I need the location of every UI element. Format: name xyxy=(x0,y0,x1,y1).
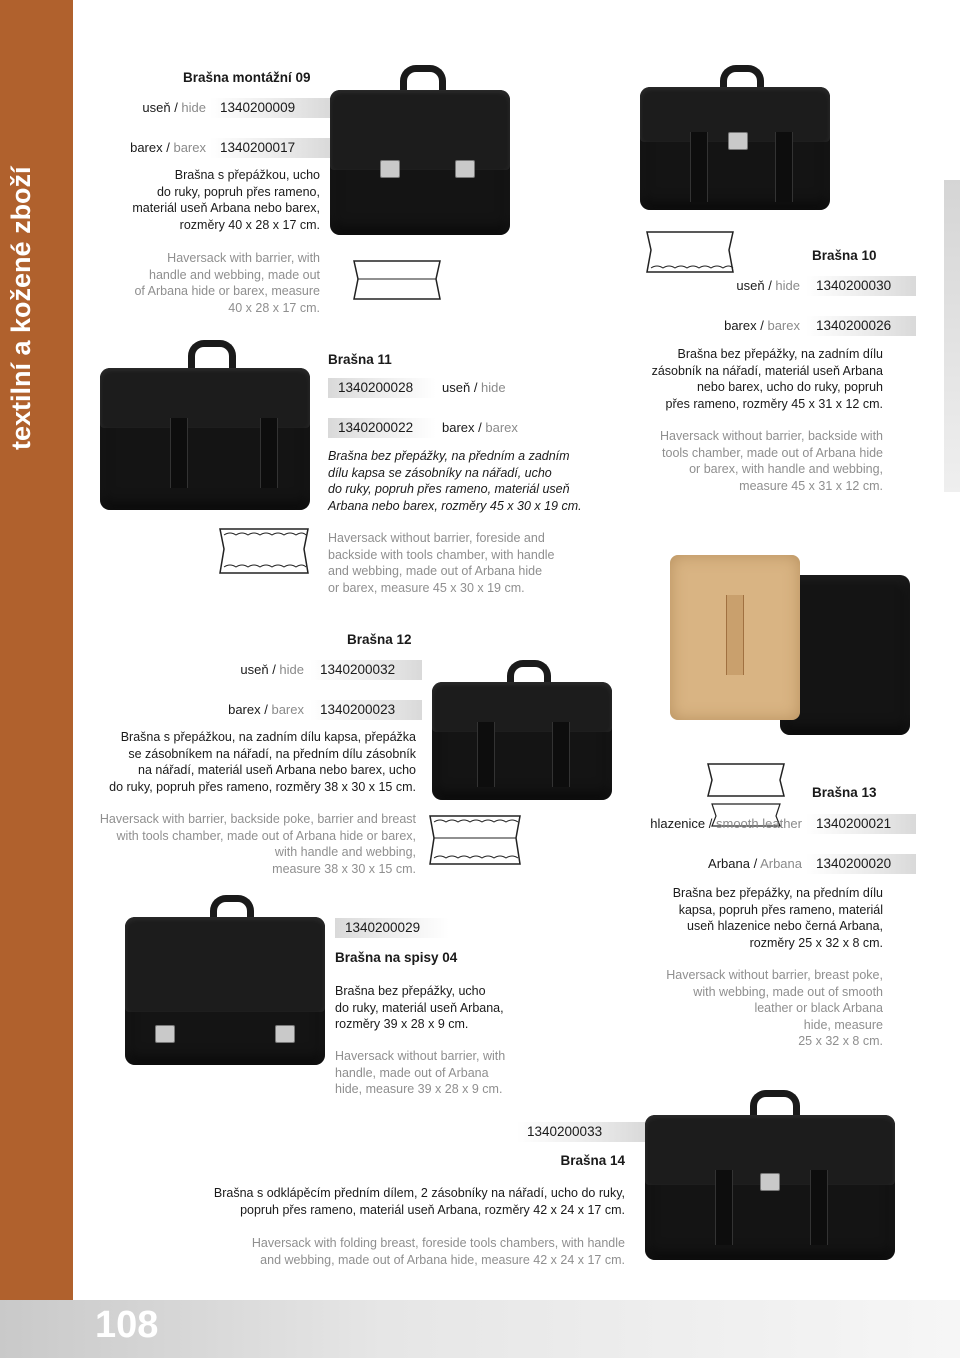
cross-section-diagram-b12 xyxy=(428,812,522,868)
product-title-b09: Brašna montážní 09 xyxy=(183,70,311,85)
cross-section-diagram-b10 xyxy=(645,228,735,276)
description-en-b10: Haversack without barrier, backside with tools chamber, made out of Arbana hide or barex, with handle and webbing, measure 45 x 31 x 12 cm. xyxy=(659,429,883,493)
material-barex-b10: barex / barex xyxy=(724,318,800,333)
product-image-b13 xyxy=(650,555,915,745)
sidebar-title: textilní a kožené zboží xyxy=(6,166,36,450)
product-code-b13-smooth: 1340200021 xyxy=(806,814,916,834)
description-cz-b09: Brašna s přepážkou, ucho do ruky, popruh přes rameno, materiál useň Arbana nebo barex, rozměry 40 x 28 x 17 cm. xyxy=(132,168,320,232)
cross-section-diagram-b11 xyxy=(218,525,310,577)
material-smooth-leather-b13: hlazenice / smooth leather xyxy=(650,816,802,831)
product-image-b14 xyxy=(645,1090,895,1260)
description-cz-b11: Brašna bez přepážky, na předním a zadním dílu kapsa se zásobníky na nářadí, ucho do ruky, popruh přes rameno, materiál useň Arbana nebo barex, rozměry 45 x 30 x 19 cm. xyxy=(328,449,582,513)
product-title-b13: Brašna 13 xyxy=(812,785,877,800)
product-title-b10: Brašna 10 xyxy=(812,248,877,263)
product-title-spisy: Brašna na spisy 04 xyxy=(335,950,458,965)
description-cz-b12: Brašna s přepážkou, na zadním dílu kapsa, přepážka se zásobníkem na nářadí, na předním dílu zásobník na nářadí, materiál useň Arbana nebo barex, ucho do ruky, popruh přes rameno, rozměry 38 x 30 x 15 cm. xyxy=(109,730,416,794)
product-code-b11-hide: 1340200028 xyxy=(328,378,436,398)
description-cz-b10: Brašna bez přepážky, na zadním dílu zásobník na nářadí, materiál useň Arbana nebo barex, ucho do ruky, popruh přes rameno, rozměry 45 x 31 x 12 cm. xyxy=(651,347,883,411)
product-title-b11: Brašna 11 xyxy=(328,352,392,367)
product-code-b11-barex: 1340200022 xyxy=(328,418,436,438)
material-hide-b11: useň / hide xyxy=(442,380,506,395)
product-image-b12 xyxy=(432,660,612,800)
product-code-b10-hide: 1340200030 xyxy=(806,276,916,296)
product-image-b11 xyxy=(100,340,310,510)
page-number: 108 xyxy=(95,1304,159,1346)
material-barex-b12: barex / barex xyxy=(228,702,304,717)
description-en-spisy: Haversack without barrier, with handle, made out of Arbana hide, measure 39 x 28 x 9 cm. xyxy=(335,1049,506,1096)
product-image-b09 xyxy=(330,65,510,235)
description-cz-b13: Brašna bez přepážky, na předním dílu kapsa, popruh přes rameno, materiál useň hlazenice nebo černá Arbana, rozměry 25 x 32 x 8 cm. xyxy=(672,886,883,950)
description-en-b14: Haversack with folding breast, foreside tools chambers, with handle and webbing, made out of Arbana hide, measure 42 x 24 x 17 cm. xyxy=(251,1236,625,1267)
product-code-b13-arbana: 1340200020 xyxy=(806,854,916,874)
product-title-b14: Brašna 14 xyxy=(560,1153,625,1168)
product-code-b12-barex: 1340200023 xyxy=(310,700,422,720)
product-title-b12: Brašna 12 xyxy=(347,632,412,647)
material-barex-b09: barex / barex xyxy=(130,140,206,155)
description-en-b11: Haversack without barrier, foreside and backside with tools chamber, with handle and webbing, made out of Arbana hide or barex, measure 45 x 30 x 19 cm. xyxy=(328,531,555,595)
product-code-b14: 1340200033 xyxy=(517,1122,645,1142)
product-code-b09-barex: 1340200017 xyxy=(210,138,330,158)
description-en-b09: Haversack with barrier, with handle and webbing, made out of Arbana hide or barex, measure 40 x 28 x 17 cm. xyxy=(134,251,320,315)
material-hide-b12: useň / hide xyxy=(240,662,304,677)
cross-section-diagram-b09 xyxy=(352,255,442,305)
product-image-b10 xyxy=(640,65,830,210)
description-cz-spisy: Brašna bez přepážky, ucho do ruky, materiál useň Arbana, rozměry 39 x 28 x 9 cm. xyxy=(335,984,504,1031)
material-arbana-b13: Arbana / Arbana xyxy=(708,856,802,871)
product-code-b12-hide: 1340200032 xyxy=(310,660,422,680)
product-image-spisy xyxy=(125,895,325,1065)
product-code-spisy: 1340200029 xyxy=(335,918,449,938)
material-barex-b11: barex / barex xyxy=(442,420,518,435)
material-hide-b10: useň / hide xyxy=(736,278,800,293)
material-hide-b09: useň / hide xyxy=(142,100,206,115)
sidebar-band xyxy=(0,0,73,1300)
description-en-b13: Haversack without barrier, breast poke, with webbing, made out of smooth leather or black Arbana hide, measure 25 x 32 x 8 cm. xyxy=(666,968,883,1048)
product-code-b10-barex: 1340200026 xyxy=(806,316,916,336)
description-cz-b14: Brašna s odklápěcím předním dílem, 2 zásobníky na nářadí, ucho do ruky, popruh přes rameno, materiál useň Arbana, rozměry 42 x 24 x 17 cm. xyxy=(213,1186,625,1217)
product-code-b09-hide: 1340200009 xyxy=(210,98,330,118)
decorative-stripe xyxy=(944,180,960,492)
description-en-b12: Haversack with barrier, backside poke, barrier and breast with tools chamber, made out of Arbana hide or barex, with handle and webbing, measure 38 x 30 x 15 cm. xyxy=(99,812,416,876)
